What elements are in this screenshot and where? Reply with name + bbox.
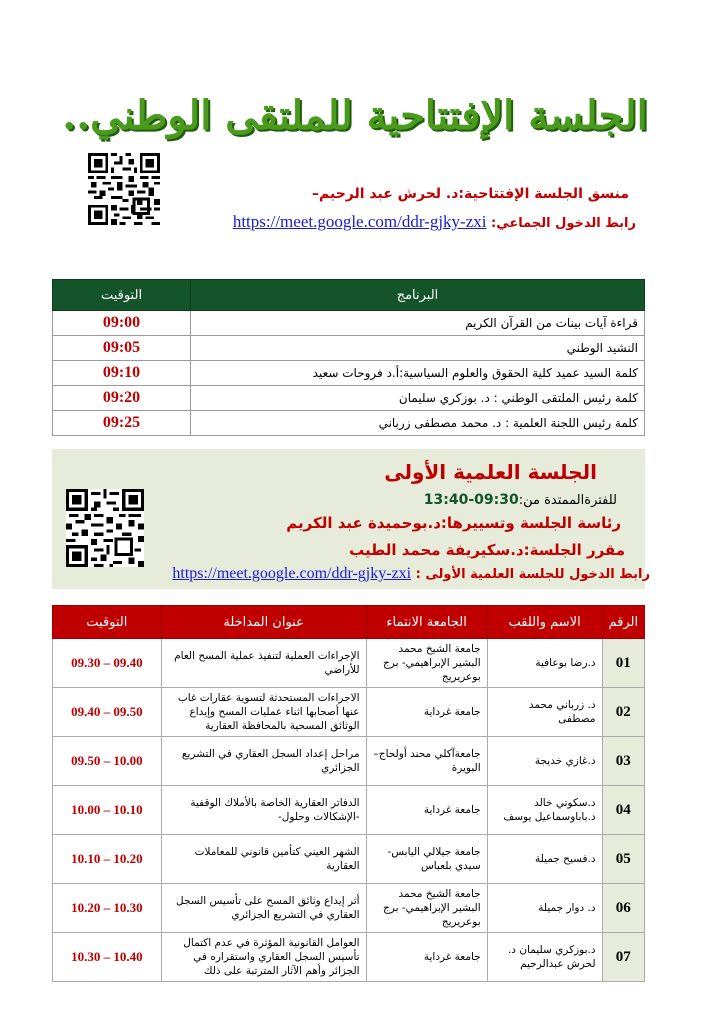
opening-link-label: رابط الدخول الجماعي: [491,216,636,231]
period-time: 09:30-13:40 [423,492,519,508]
program-time-header: التوقيت [53,280,191,311]
rapporteur-name: د.سكيريفة محمد الطيب [349,541,524,559]
page-title: الجلسة الإفتتاحية للملتقى الوطني.. [62,92,648,139]
rapporteur-label: مقرر الجلسة: [523,541,625,559]
papers-num-header: الرقم [602,606,644,639]
papers-table [52,605,645,982]
table-row [53,311,645,336]
paper-time: 10.20 – 10.30 [53,884,162,933]
paper-number: 05 [602,835,644,884]
paper-speaker: د. زرباني محمد مصطفى [487,688,602,737]
paper-title: الإجراءات العملية لتنفيذ عملية المسح العام للأراضي [161,639,366,688]
paper-university: جامعة جيلالي اليابس- سيدي بلعباس [366,835,487,884]
paper-number: 04 [602,786,644,835]
paper-title: الدفاتر العقارية الخاصة بالأملاك الوقفية -الإشكالات وحلول- [161,786,366,835]
session-rapporteur [349,541,625,559]
paper-speaker: د.رضا بوعافية [487,639,602,688]
chair-label: رئاسة الجلسة وتسييرها: [440,514,621,532]
paper-time: 09.30 – 09.40 [53,639,162,688]
table-row [53,933,645,982]
paper-number: 06 [602,884,644,933]
paper-time: 09.40 – 09.50 [53,688,162,737]
paper-university: جامعة غرداية [366,933,487,982]
table-row [53,737,645,786]
paper-speaker: د.بوزكري سليمان د. لحرش عبدالرحيم [487,933,602,982]
paper-speaker: د.فسيح جميلة [487,835,602,884]
program-item-header: البرنامج [191,280,645,311]
paper-title: العوامل القانونية المؤثرة في عدم اكتمال تأسيس السجل العقاري واستقراره في الجزائر وأهم الآثار المترتبة على ذلك [161,933,366,982]
session-period [424,492,617,508]
paper-title: مراحل إعداد السجل العقاري في التشريع الجزائري [161,737,366,786]
paper-number: 03 [602,737,644,786]
session-chair [286,514,621,532]
paper-university: جامعة الشيخ محمد البشير الإبراهيمي- برج بوعريريج [366,884,487,933]
table-row [53,688,645,737]
program-time: 09:10 [53,361,191,386]
paper-university: جامعة الشيخ محمد البشير الإبراهيمي- برج بوعريريج [366,639,487,688]
table-row [53,411,645,436]
opening-meet-link[interactable]: https://meet.google.com/ddr-gjky-zxi [232,212,487,231]
paper-time: 10.30 – 10.40 [53,933,162,982]
table-row [53,361,645,386]
opening-link-line [233,212,636,232]
paper-speaker: د.سكوتي خالد د.باباوسماعيل يوسف [487,786,602,835]
paper-speaker: د. دوار جميلة [487,884,602,933]
session-meet-link[interactable]: https://meet.google.com/ddr-gjky-zxi [172,565,412,582]
program-item: قراءة آيات بينات من القرآن الكريم [191,311,645,336]
program-item: النشيد الوطني [191,336,645,361]
papers-title-header: عنوان المداخلة [161,606,366,639]
paper-university: جامعة غرداية [366,786,487,835]
chair-name: د.بوحميدة عبد الكريم [286,514,441,532]
table-row [53,884,645,933]
coordinator-name: د. لحرش عبد الرحيم– [312,186,459,202]
paper-time: 10.10 – 10.20 [53,835,162,884]
paper-number: 02 [602,688,644,737]
period-label: للفترةالممتدة من: [518,493,617,508]
session-link-line [172,565,650,583]
opening-coordinator [312,186,629,202]
papers-time-header: التوقيت [53,606,162,639]
papers-name-header: الاسم واللقب [487,606,602,639]
coordinator-label: منسق الجلسة الإفتتاحية: [458,186,629,202]
table-row [53,835,645,884]
paper-time: 09.50 – 10.00 [53,737,162,786]
program-item: كلمة السيد عميد كلية الحقوق والعلوم السياسية:أ.د فروحات سعيد [191,361,645,386]
paper-number: 07 [602,933,644,982]
program-item: كلمة رئيس الملتقى الوطني : د. بوزكري سليمان [191,386,645,411]
program-time: 09:05 [53,336,191,361]
paper-title: أثر إيداع وثائق المسح على تأسيس السجل العقاري في التشريع الجزائري [161,884,366,933]
session-link-label: رابط الدخول للجلسة العلمية الأولى : [415,567,650,582]
program-table [52,279,645,436]
table-row [53,786,645,835]
program-time: 09:00 [53,311,191,336]
paper-speaker: د.غازي خديجة [487,737,602,786]
table-row [53,386,645,411]
table-row [53,639,645,688]
paper-university: جامعةآكلي محند أولحاج–البويرة [366,737,487,786]
paper-title: الاجراءات المستحدثة لتسوية عقارات غاب عنها أصحابها اثناء عمليات المسح وإيداع الوثائق المسحية بالمحافظة العقارية [161,688,366,737]
session-title: الجلسة العلمية الأولى [384,460,597,484]
paper-number: 01 [602,639,644,688]
paper-university: جامعة غرداية [366,688,487,737]
program-time: 09:25 [53,411,191,436]
program-time: 09:20 [53,386,191,411]
program-item: كلمة رئيس اللجنة العلمية : د. محمد مصطفى زرباني [191,411,645,436]
qr-code-icon[interactable] [66,489,144,567]
papers-univ-header: الجامعة الانتماء [366,606,487,639]
paper-title: الشهر العيني كتأمين قانوني للمعاملات العقارية [161,835,366,884]
table-row [53,336,645,361]
paper-time: 10.00 – 10.10 [53,786,162,835]
qr-code-icon[interactable] [88,153,160,225]
